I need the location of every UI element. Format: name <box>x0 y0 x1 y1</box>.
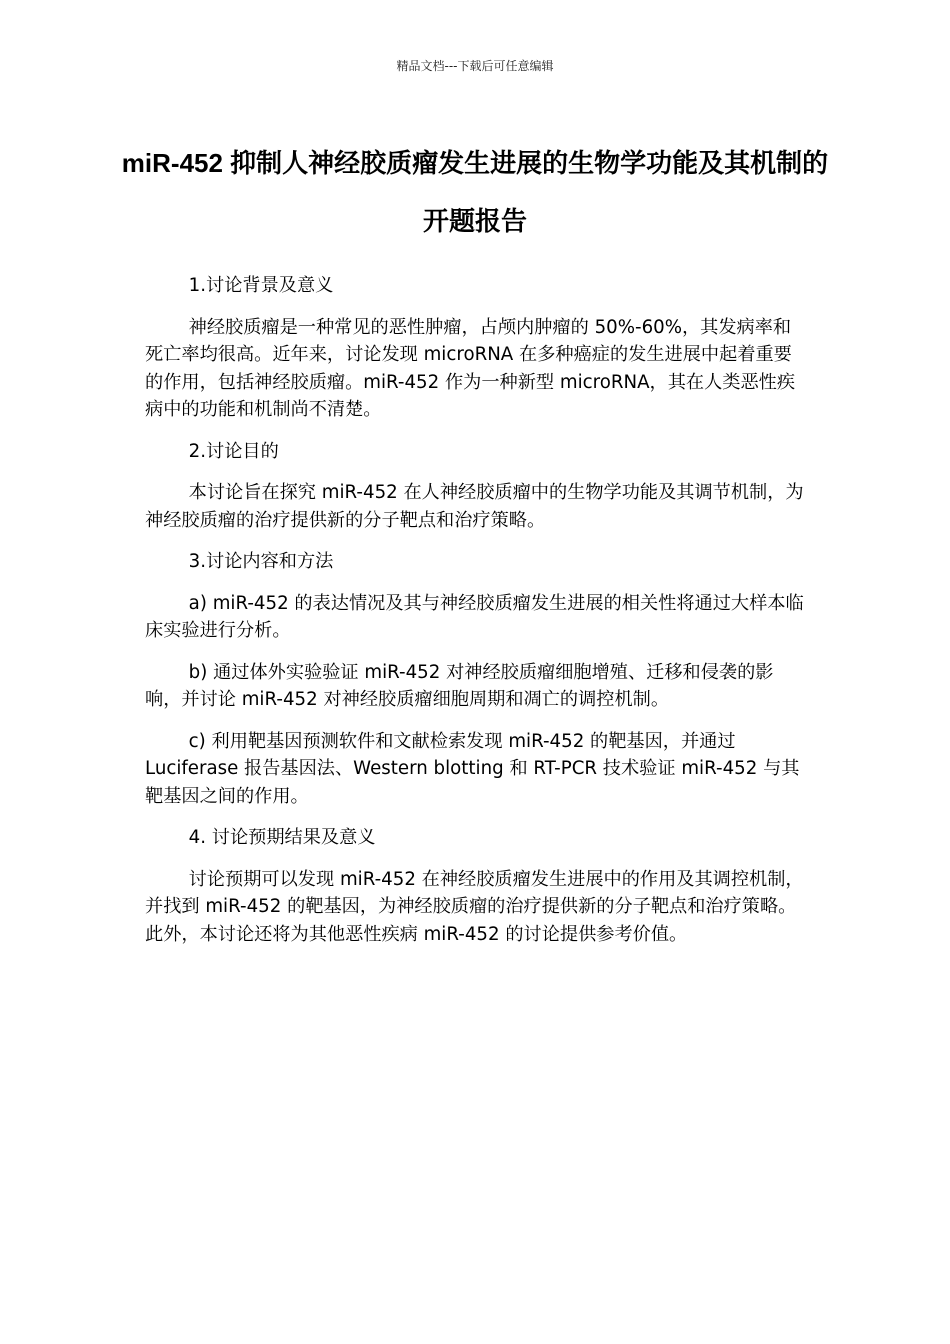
section-heading-purpose: 2.讨论目的 <box>188 440 279 462</box>
paragraph-expected-results: 讨论预期可以发现 miR-452 在神经胶质瘤发生进展中的作用及其调控机制，并找到 miR-452 的靶基因，为神经胶质瘤的治疗提供新的分子靶点和治疗策略。此外，本讨论还将为其他恶性疾病 miR-452 的讨论提供参考价值。 <box>145 868 804 945</box>
paragraph-method-b: b) 通过体外实验验证 miR-452 对神经胶质瘤细胞增殖、迁移和侵袭的影响，并讨论 miR-452 对神经胶质瘤细胞周期和凋亡的调控机制。 <box>145 661 774 710</box>
paragraph-method-c: c) 利用靶基因预测软件和文献检索发现 miR-452 的靶基因，并通过 Luciferase 报告基因法、Western blotting 和 RT-PCR 技术验证 miR-452 与其靶基因之间的作用。 <box>145 730 800 807</box>
document-body <box>145 272 809 962</box>
paragraph-purpose: 本讨论旨在探究 miR-452 在人神经胶质瘤中的生物学功能及其调节机制，为神经胶质瘤的治疗提供新的分子靶点和治疗策略。 <box>145 482 804 531</box>
paragraph-background: 神经胶质瘤是一种常见的恶性肿瘤，占颅内肿瘤的 50%-60%，其发病率和死亡率均很高。近年来，讨论发现 microRNA 在多种癌症的发生进展中起着重要的作用，包括神经胶质瘤。miR-452 作为一种新型 microRNA，其在人类恶性疾病中的功能和机制尚不清楚。 <box>145 316 796 420</box>
section-heading-expected-results: 4. 讨论预期结果及意义 <box>188 827 376 848</box>
section-heading-content-methods: 3.讨论内容和方法 <box>188 551 334 572</box>
page-header-caption: 精品文档---下载后可任意编辑 <box>396 59 554 73</box>
section-heading-background: 1.讨论背景及意义 <box>188 275 334 296</box>
paragraph-method-a: a) miR-452 的表达情况及其与神经胶质瘤发生进展的相关性将通过大样本临床实验进行分析。 <box>145 592 804 641</box>
document-title: miR-452 抑制人神经胶质瘤发生进展的生物学功能及其机制的开题报告 <box>121 148 829 236</box>
